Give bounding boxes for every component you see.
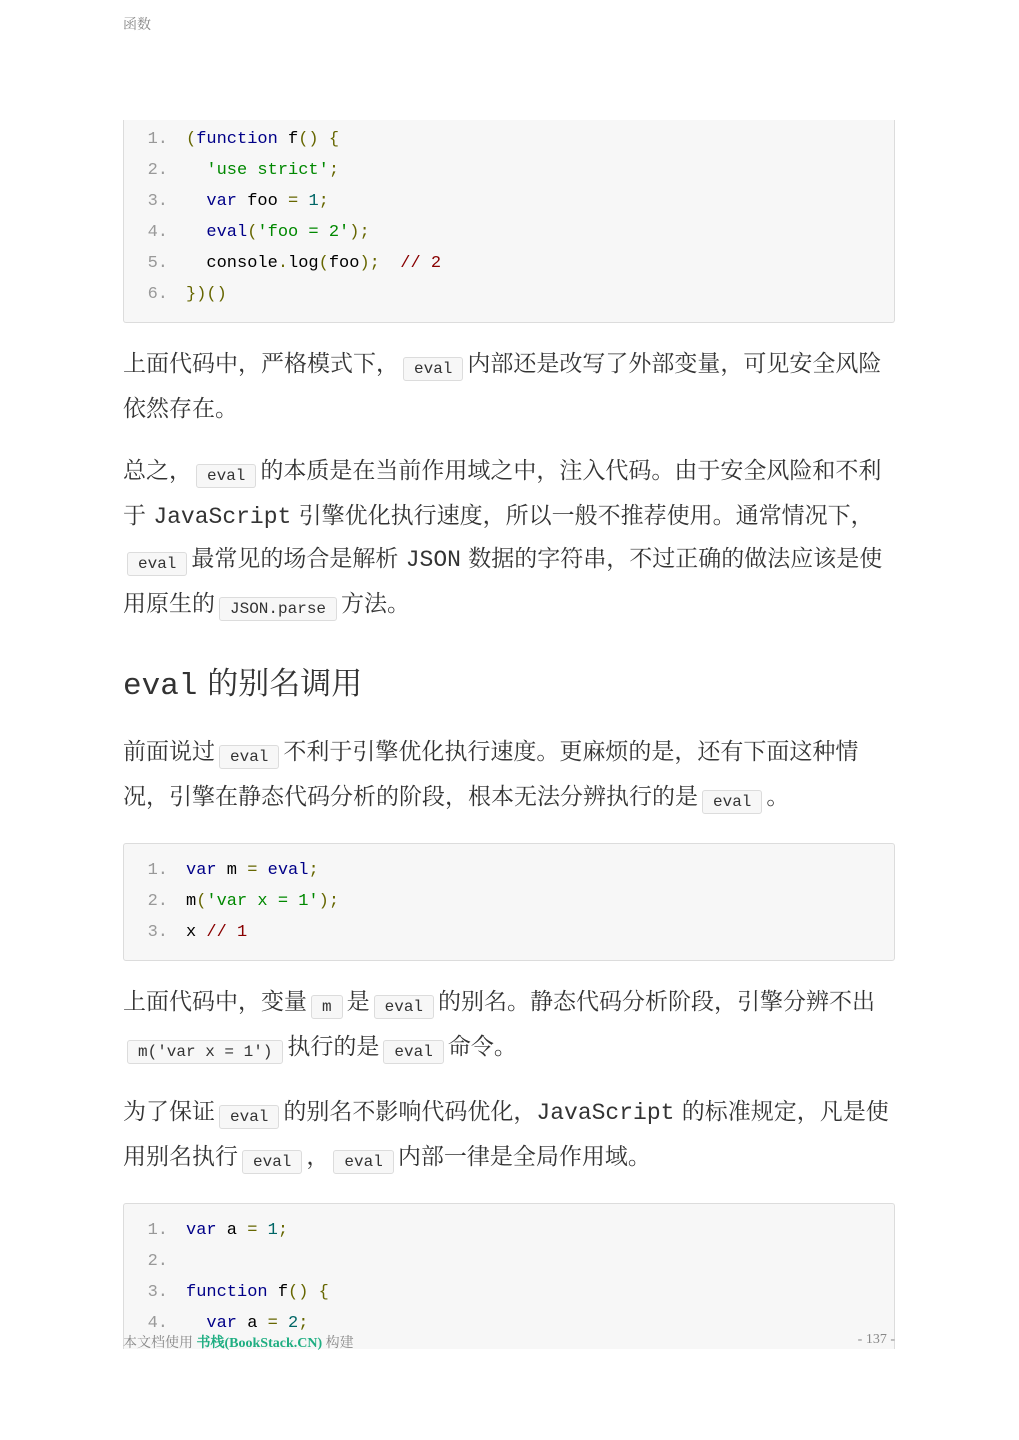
code-token: 1 — [267, 1221, 278, 1240]
code-token: function — [196, 130, 278, 149]
paragraph — [123, 450, 895, 628]
footer-brand-link[interactable]: 书栈(BookStack.CN) — [196, 1336, 323, 1351]
code-token: foo — [328, 254, 360, 273]
code-line — [124, 217, 894, 248]
code-text — [186, 124, 339, 155]
text: ， — [306, 1144, 330, 1170]
inline-code: eval — [333, 1150, 393, 1174]
code-token: })() — [186, 285, 227, 304]
inline-code: eval — [196, 464, 256, 488]
inline-code: eval — [374, 995, 434, 1019]
code-text — [186, 186, 329, 217]
line-number: 3. — [147, 923, 168, 942]
code-line — [124, 1246, 894, 1277]
paragraph — [123, 1091, 895, 1181]
code-token: foo — [237, 192, 289, 211]
code-block — [123, 1203, 895, 1349]
text: 最常见的场合是解析 — [191, 546, 399, 572]
line-number: 4. — [147, 1314, 168, 1333]
code-token — [186, 161, 206, 180]
code-token: 'use strict' — [206, 161, 329, 180]
code-token: 'foo = 2' — [257, 223, 350, 242]
code-token: ); — [359, 254, 380, 273]
inline-code: m('var x = 1') — [127, 1040, 283, 1064]
code-token: 2 — [288, 1314, 299, 1333]
code-token: // 2 — [400, 254, 442, 273]
code-token — [257, 1221, 267, 1240]
code-token: console — [186, 254, 278, 273]
code-token: ; — [277, 1221, 289, 1240]
paragraph — [123, 731, 895, 821]
code-token: // 1 — [206, 923, 248, 942]
code-token: 'var x = 1' — [206, 892, 319, 911]
text: 的别名不影响代码优化， — [283, 1099, 537, 1125]
line-number: 4. — [147, 223, 168, 242]
code-token — [257, 861, 267, 880]
code-block — [123, 120, 895, 323]
code-token: m — [186, 892, 197, 911]
code-token — [380, 254, 400, 273]
code-text — [186, 279, 227, 310]
footer-text: 本文档使用 — [123, 1336, 193, 1351]
section-heading — [123, 664, 895, 707]
code-text — [186, 1277, 329, 1308]
inline-code: m — [311, 995, 343, 1019]
inline-code: JSON.parse — [219, 597, 337, 621]
line-number: 2. — [147, 1252, 168, 1271]
inline-code: eval — [242, 1150, 302, 1174]
code-token — [186, 192, 206, 211]
text: JavaScript — [536, 1100, 675, 1126]
code-token: = — [247, 861, 258, 880]
line-number: 2. — [147, 161, 168, 180]
text: 命令。 — [447, 1034, 517, 1060]
code-token: 1 — [308, 192, 319, 211]
text: 执行的是 — [287, 1034, 380, 1060]
line-number: 1. — [147, 130, 168, 149]
inline-code: eval — [219, 1105, 279, 1129]
code-token: ( — [196, 892, 207, 911]
text: 的别名。静态代码分析阶段，引擎分辨不出 — [438, 989, 876, 1015]
code-token: m — [216, 861, 248, 880]
text: 引擎优化执行速度，所以一般不推荐使用。通常情况下， — [298, 503, 874, 529]
code-token — [186, 1314, 206, 1333]
code-token: x — [186, 923, 207, 942]
code-token: ); — [318, 892, 340, 911]
code-token: log — [288, 254, 319, 273]
code-line — [124, 917, 894, 948]
code-text — [186, 886, 339, 917]
footer-credit — [123, 1332, 354, 1352]
code-token: = — [247, 1221, 258, 1240]
code-text — [186, 855, 319, 886]
code-token: ; — [328, 161, 340, 180]
text: 上面代码中，变量 — [123, 989, 307, 1015]
code-token: f — [277, 130, 299, 149]
code-token: var — [186, 1221, 217, 1240]
inline-code: eval — [219, 745, 279, 769]
line-number: 1. — [147, 861, 168, 880]
text: 总之， — [123, 458, 192, 484]
code-line — [124, 855, 894, 886]
text: 数据的字符串，不过正确的做法应该是使用原生的 — [123, 546, 883, 617]
line-number: 6. — [147, 285, 168, 304]
page-content — [123, 120, 895, 1349]
line-number: 5. — [147, 254, 168, 273]
code-token: ; — [308, 861, 319, 880]
code-line — [124, 1215, 894, 1246]
code-token: ( — [247, 223, 258, 242]
text: 是 — [346, 989, 370, 1015]
text: 内部还是改写了外部变量，可见安全风险依然存在。 — [123, 351, 882, 422]
paragraph — [123, 981, 895, 1071]
paragraph — [123, 343, 895, 430]
code-token: eval — [267, 861, 309, 880]
code-token: var — [206, 192, 238, 211]
code-token: var — [206, 1314, 238, 1333]
running-head: 函数 — [123, 17, 151, 33]
text: JSON — [405, 547, 461, 573]
text: 。 — [766, 784, 790, 810]
inline-code: eval — [403, 357, 463, 381]
code-token: var — [186, 861, 217, 880]
code-line — [124, 124, 894, 155]
line-number: 3. — [147, 1283, 168, 1302]
code-line — [124, 886, 894, 917]
code-text — [186, 248, 441, 279]
code-line — [124, 186, 894, 217]
code-line — [124, 1277, 894, 1308]
heading-code: eval — [123, 669, 198, 704]
text: 的标准规定，凡是使用别名执行 — [123, 1099, 889, 1170]
code-token: ( — [186, 130, 197, 149]
line-number: 2. — [147, 892, 168, 911]
code-token: () { — [298, 130, 340, 149]
code-token: ); — [349, 223, 370, 242]
code-token — [278, 1314, 288, 1333]
line-number: 3. — [147, 192, 168, 211]
text: 前面说过 — [123, 739, 215, 765]
code-token: ( — [318, 254, 329, 273]
page-number: - 137 - — [857, 1332, 895, 1347]
inline-code: eval — [127, 552, 187, 576]
line-number: 1. — [147, 1221, 168, 1240]
text: 方法。 — [341, 591, 411, 617]
code-line — [124, 155, 894, 186]
text: JavaScript — [153, 504, 292, 530]
code-token: ; — [298, 1314, 309, 1333]
code-text — [186, 155, 339, 186]
text: 内部一律是全局作用域。 — [397, 1144, 651, 1170]
code-token: ; — [318, 192, 329, 211]
code-token: = — [288, 192, 299, 211]
text: 的本质是在当前作用域之中，注入代码。由于安全风险和不利于 — [123, 458, 882, 529]
code-text — [186, 1215, 288, 1246]
code-token: function — [186, 1283, 268, 1302]
inline-code: eval — [702, 790, 762, 814]
code-token — [186, 223, 206, 242]
text: 不利于引擎优化执行速度。更麻烦的是，还有下面这种情况，引擎在静态代码分析的阶段，根本无法分辨执行的是 — [123, 739, 859, 810]
code-token: eval — [206, 223, 248, 242]
text: 上面代码中，严格模式下， — [123, 351, 399, 377]
footer-text: 构建 — [325, 1336, 354, 1351]
code-token — [298, 192, 308, 211]
code-token: () { — [288, 1283, 329, 1302]
code-text — [186, 917, 247, 948]
code-token: a — [237, 1314, 268, 1333]
code-line — [124, 248, 894, 279]
text: 为了保证 — [123, 1099, 215, 1125]
code-token: a — [216, 1221, 248, 1240]
code-text — [186, 217, 370, 248]
code-token: = — [267, 1314, 278, 1333]
code-token: f — [267, 1283, 289, 1302]
heading-text: 的别名调用 — [207, 666, 363, 702]
code-line — [124, 279, 894, 310]
code-block — [123, 843, 895, 961]
code-token: . — [277, 254, 289, 273]
inline-code: eval — [383, 1040, 443, 1064]
